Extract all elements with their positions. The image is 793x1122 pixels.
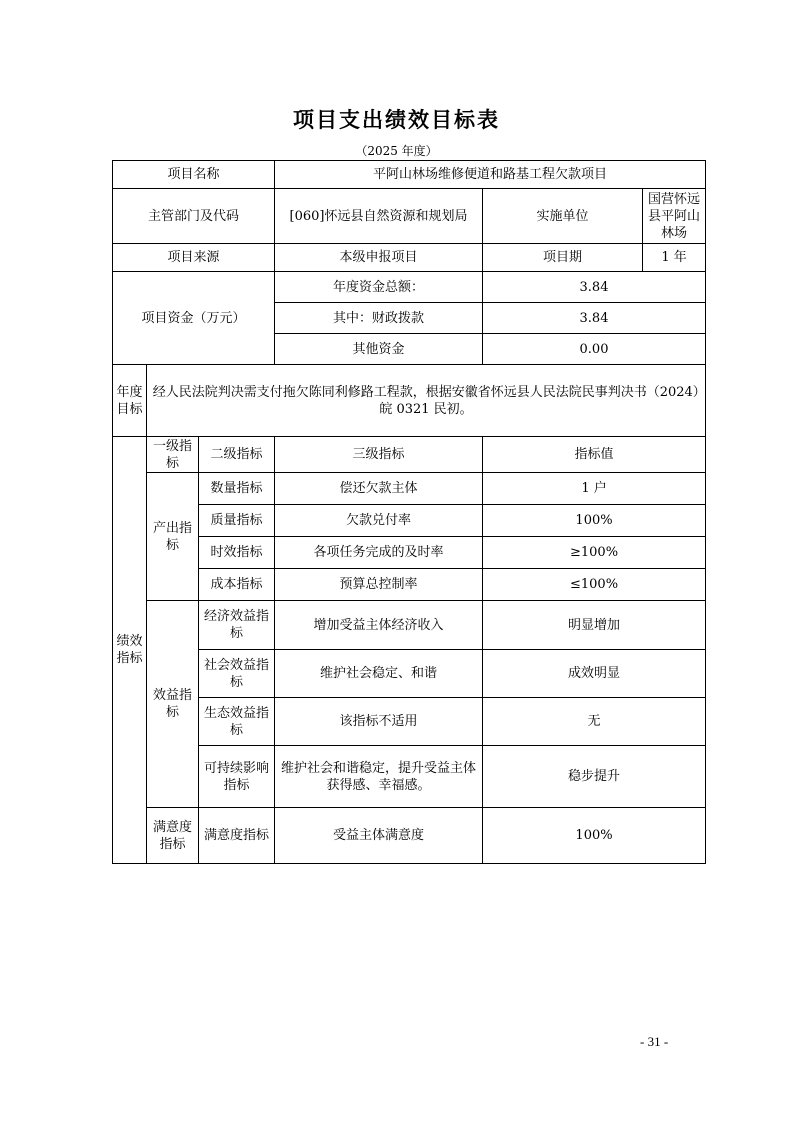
- level2-cell: 生态效益指标: [199, 698, 275, 746]
- level3-cell: 欠款兑付率: [275, 505, 483, 537]
- level2-cell: 成本指标: [199, 569, 275, 601]
- fiscal-funds-value: 3.84: [483, 303, 706, 334]
- table-row: [113, 365, 706, 437]
- level2-cell: 质量指标: [199, 505, 275, 537]
- level2-cell: 可持续影响指标: [199, 746, 275, 808]
- level3-cell: 增加受益主体经济收入: [275, 601, 483, 650]
- fiscal-funds-label: 其中：财政拨款: [275, 303, 483, 334]
- department-value: [060]怀远县自然资源和规划局: [275, 189, 483, 244]
- table-row: [113, 505, 706, 537]
- table-row: [113, 698, 706, 746]
- implementer-value: 国营怀远县平阿山林场: [643, 189, 706, 244]
- table-row: [113, 537, 706, 569]
- other-funds-value: 0.00: [483, 334, 706, 365]
- page-title: 项目支出绩效目标表: [293, 107, 500, 132]
- level2-cell: 经济效益指标: [199, 601, 275, 650]
- project-name-label: 项目名称: [113, 161, 275, 189]
- value-cell: 100%: [483, 505, 706, 537]
- level3-cell: 维护社会和谐稳定，提升受益主体获得感、幸福感。: [275, 746, 483, 808]
- value-cell: 稳步提升: [483, 746, 706, 808]
- level3-cell: 各项任务完成的及时率: [275, 537, 483, 569]
- page-number: - 31 -: [640, 1034, 669, 1049]
- level3-cell: 维护社会稳定、和谐: [275, 650, 483, 698]
- year-label: （2025 年度）: [355, 144, 438, 158]
- value-cell: ≤100%: [483, 569, 706, 601]
- level3-cell: 预算总控制率: [275, 569, 483, 601]
- implementer-label: 实施单位: [483, 189, 643, 244]
- benefit-indicators-label: 效益指标: [147, 601, 199, 808]
- table-row: [113, 601, 706, 650]
- table-row: [113, 746, 706, 808]
- level2-cell: 时效指标: [199, 537, 275, 569]
- value-cell: 100%: [483, 808, 706, 864]
- header-level1: 一级指标: [147, 437, 199, 473]
- header-value: 指标值: [483, 437, 706, 473]
- level3-cell: 该指标不适用: [275, 698, 483, 746]
- total-funds-label: 年度资金总额：: [275, 272, 483, 303]
- level2-cell: 社会效益指标: [199, 650, 275, 698]
- table-row: [113, 244, 706, 272]
- satisfaction-indicators-label: 满意度指标: [147, 808, 199, 864]
- table-row: [113, 272, 706, 303]
- header-level2: 二级指标: [199, 437, 275, 473]
- source-label: 项目来源: [113, 244, 275, 272]
- performance-indicators-label: 绩效指标: [113, 437, 147, 864]
- other-funds-label: 其他资金: [275, 334, 483, 365]
- header-level3: 三级指标: [275, 437, 483, 473]
- table-row: [113, 161, 706, 189]
- value-cell: 无: [483, 698, 706, 746]
- level2-cell: 满意度指标: [199, 808, 275, 864]
- table-row: [113, 473, 706, 505]
- table-row: [113, 569, 706, 601]
- total-funds-value: 3.84: [483, 272, 706, 303]
- table-row: [113, 189, 706, 244]
- performance-target-table: [112, 160, 706, 864]
- table-row: [113, 808, 706, 864]
- table-row: [113, 437, 706, 473]
- level3-cell: 受益主体满意度: [275, 808, 483, 864]
- output-indicators-label: 产出指标: [147, 473, 199, 601]
- table-row: [113, 650, 706, 698]
- level3-cell: 偿还欠款主体: [275, 473, 483, 505]
- annual-goal-text: 经人民法院判决需支付拖欠陈同利修路工程款，根据安徽省怀远县人民法院民事判决书（2024）皖 0321 民初。: [147, 365, 706, 437]
- period-value: 1 年: [643, 244, 706, 272]
- funds-label: 项目资金（万元）: [113, 272, 275, 365]
- department-label: 主管部门及代码: [113, 189, 275, 244]
- value-cell: 1 户: [483, 473, 706, 505]
- source-value: 本级申报项目: [275, 244, 483, 272]
- period-label: 项目期: [483, 244, 643, 272]
- value-cell: 明显增加: [483, 601, 706, 650]
- annual-goal-label: 年度目标: [113, 365, 147, 437]
- project-name-value: 平阿山林场维修便道和路基工程欠款项目: [275, 161, 706, 189]
- value-cell: ≥100%: [483, 537, 706, 569]
- level2-cell: 数量指标: [199, 473, 275, 505]
- value-cell: 成效明显: [483, 650, 706, 698]
